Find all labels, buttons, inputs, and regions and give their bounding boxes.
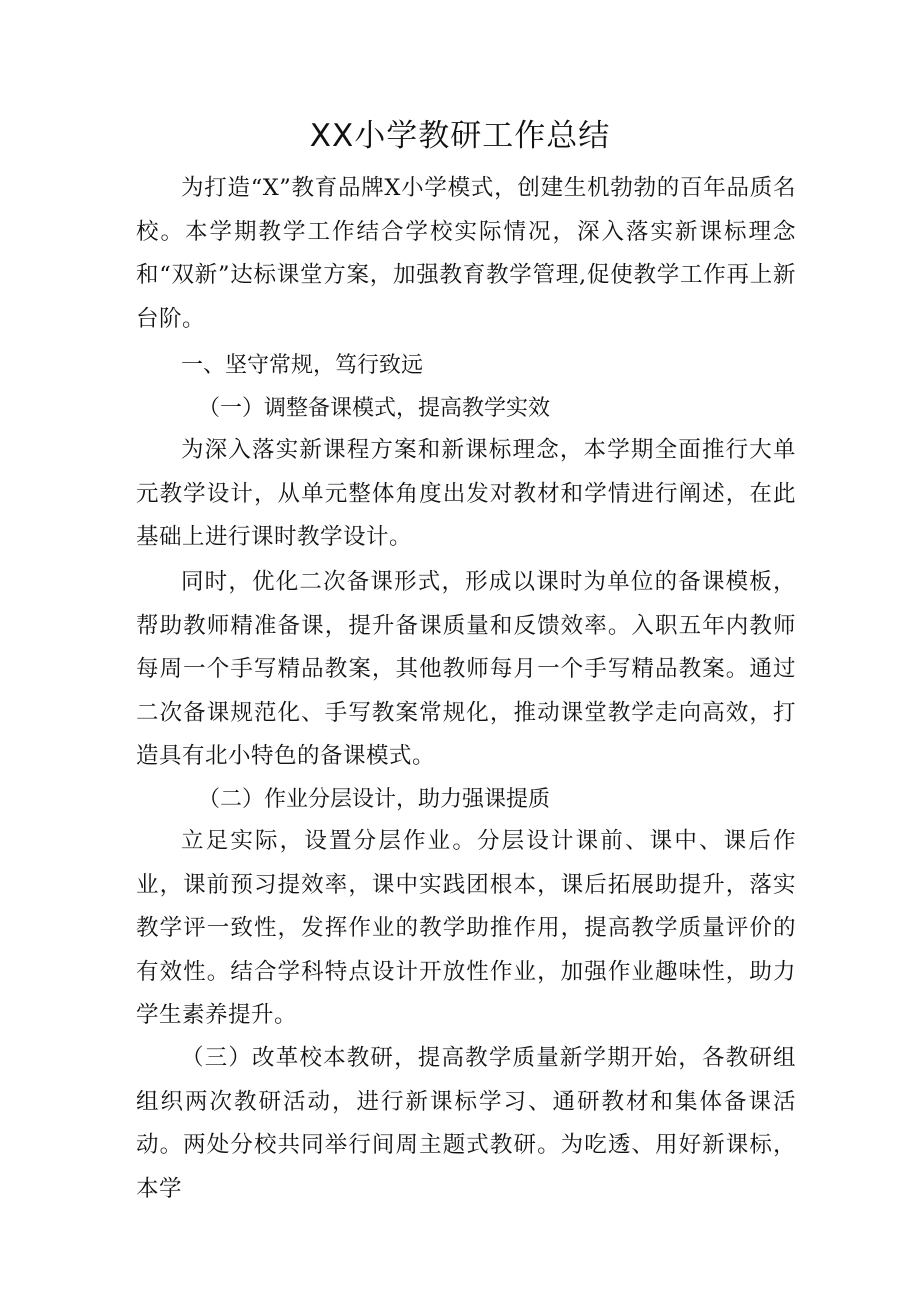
intro-paragraph: 为打造“X”教育品牌X小学模式，创建生机勃勃的百年品质名校。本学期教学工作结合学校实际情况，深入落实新课标理念和“双新”达标课堂方案，加强教育教学管理,促使教学工作再上新台阶。 <box>136 175 796 332</box>
subsection-heading-1: （一）调整备课模式，提高教学实效 <box>198 396 551 421</box>
subsection-3-paragraph-1: （三）改革校本教研，提高教学质量新学期开始，各教研组组织两次教研活动，进行新课标学习、通研教材和集体备课活动。两处分校共同举行间周主题式教研。为吃透、用好新课标，本学 <box>136 1045 796 1202</box>
subsection-2-paragraph-1: 立足实际，设置分层作业。分层设计课前、课中、课后作业，课前预习提效率，课中实践团根本，课后拓展助提升，落实教学评一致性，发挥作业的教学助推作用，提高教学质量评价的有效性。结合学科特点设计开放性作业，加强作业趣味性，助力学生素养提升。 <box>136 828 796 1029</box>
subsection-1-paragraph-2: 同时，优化二次备课形式，形成以课时为单位的备课模板，帮助教师精准备课，提升备课质量和反馈效率。入职五年内教师每周一个手写精品教案，其他教师每月一个手写精品教案。通过二次备课规范化、手写教案常规化，推动课堂教学走向高效，打造具有北小特色的备课模式。 <box>136 569 796 770</box>
document-title: XX小学教研工作总结 <box>309 118 611 154</box>
section-heading-1: 一、坚守常规，笃行致远 <box>181 353 424 378</box>
subsection-1-paragraph-1: 为深入落实新课程方案和新课标理念，本学期全面推行大单元教学设计，从单元整体角度出发对教材和学情进行阐述，在此基础上进行课时教学设计。 <box>136 437 796 551</box>
subsection-heading-2: （二）作业分层设计，助力强课提质 <box>198 787 551 812</box>
